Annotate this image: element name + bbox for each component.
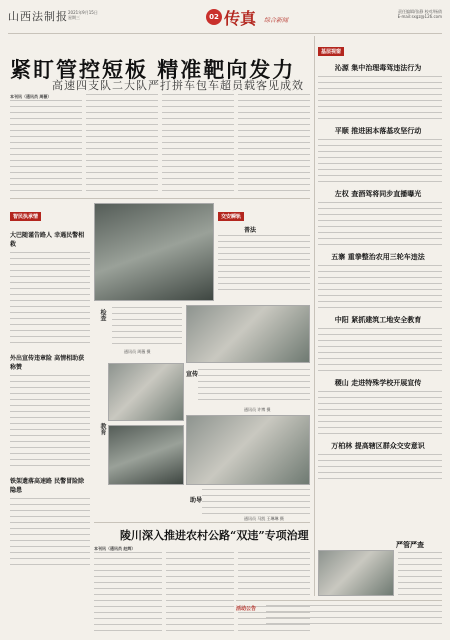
main-headline: 紧盯管控短板 精准靶向发力 [10,57,296,82]
lead-byline: 本刊讯（通讯员 周薇） [10,94,52,99]
issue-date [68,10,98,20]
left-column [10,203,90,523]
story1-title: 大巴随谨告路人 幸遇民警相救 [10,232,85,248]
bottom-byline: 本刊讯（通讯员 赵辉） [94,546,136,551]
left-column-tag: 智民执承情 [10,212,41,221]
lead-col-3 [162,94,234,192]
masthead [8,6,442,34]
section-title: 传真 [224,9,257,28]
section-subtitle: 综合新闻 [264,17,289,24]
lead-col-4 [238,94,310,192]
photo-feature [94,203,310,521]
strict-text [398,552,442,596]
right-item-title-6: 万柏林 提高辖区群众交安意识 [331,442,425,450]
photo-credit-1: 通讯员 周薇 摄 [124,349,151,354]
editor-line: 责任编辑/张静 校对/杨倩 [398,9,442,14]
right-item-text-5 [318,391,442,435]
right-item-text-3 [318,265,442,309]
story1-text [10,252,90,347]
divider [94,522,310,523]
photo-roadside [108,363,184,421]
right-item-text-1 [318,139,442,183]
main-subheadline: 高速四支队二大队严打拼车包车超员载客见成效 [52,79,304,92]
side-label-education: 教育 [99,423,106,435]
bottom-col-2 [166,552,234,632]
right-item-title-3: 五寨 重拳整治农用三轮车违法 [331,253,425,261]
right-item-title-5: 稷山 走进特殊学校开展宣传 [334,379,422,387]
center-tag: 交安瞬轨 [218,212,244,221]
side-label-check: 检查 [99,309,106,321]
bottom-col-1 [94,552,162,632]
bottom-headline: 陵川深入推进农村公路“双违”专项治理 [120,529,309,542]
right-item-title-4: 中阳 紧抓建筑工地安全教育 [334,316,422,324]
label-zhudao: 助导 [190,497,203,504]
photo-students [186,415,310,485]
newspaper-logo: 山西法制报 [8,10,68,23]
photo-credit-2: 通讯员 许博 摄 [244,407,271,412]
editor-info [348,9,442,19]
notice-label: 活动公告 [236,606,257,612]
divider [10,198,310,199]
story2-text [10,375,90,470]
date-line: 2021年9月15日 [68,10,98,15]
lead-col-1 [10,100,82,192]
strict-inspection-box [318,540,442,596]
page-number-seal: 02 [206,9,222,25]
photo-checkpoint [94,203,214,301]
page-line: 星期三 [68,15,80,20]
photo-road-check [186,305,310,363]
right-item-text-4 [318,328,442,372]
right-column [318,38,442,558]
right-item-text-6 [318,454,442,484]
right-item-text-0 [318,76,442,120]
label-pufa: 普法 [244,227,257,234]
right-item-title-1: 平顺 推进困本落基攻坚行动 [334,127,422,135]
story3-title: 铁架遗落高速路 民警冒险除隐患 [10,478,85,494]
notice-text [266,605,442,627]
photo-truck [318,550,394,596]
right-item-title-2: 左权 查酒驾将同步直播曝光 [334,190,422,198]
center-text-2 [112,307,182,347]
right-item-text-2 [318,202,442,246]
center-text-3 [198,369,310,405]
lead-col-2 [86,94,158,192]
center-text-1 [218,235,310,295]
right-item-title-0: 沁源 集中治理毒驾违法行为 [334,64,422,72]
label-xuanchuan: 宣传 [186,371,199,378]
editor-email: E-mail:sxgz@126.com [397,14,442,19]
strict-title: 严管严查 [396,541,424,549]
center-text-4 [202,489,310,515]
story2-title: 外出宣传违章险 高情相助获称赞 [10,355,85,371]
right-column-tag: 基层视窗 [318,47,344,56]
story3-text [10,498,90,568]
photo-classroom [108,425,184,485]
photo-credit-3: 通讯员 马凯 王琳琳 摄 [244,516,284,521]
column-divider [314,36,315,596]
lead-article [10,94,310,194]
notice-box [236,600,442,628]
